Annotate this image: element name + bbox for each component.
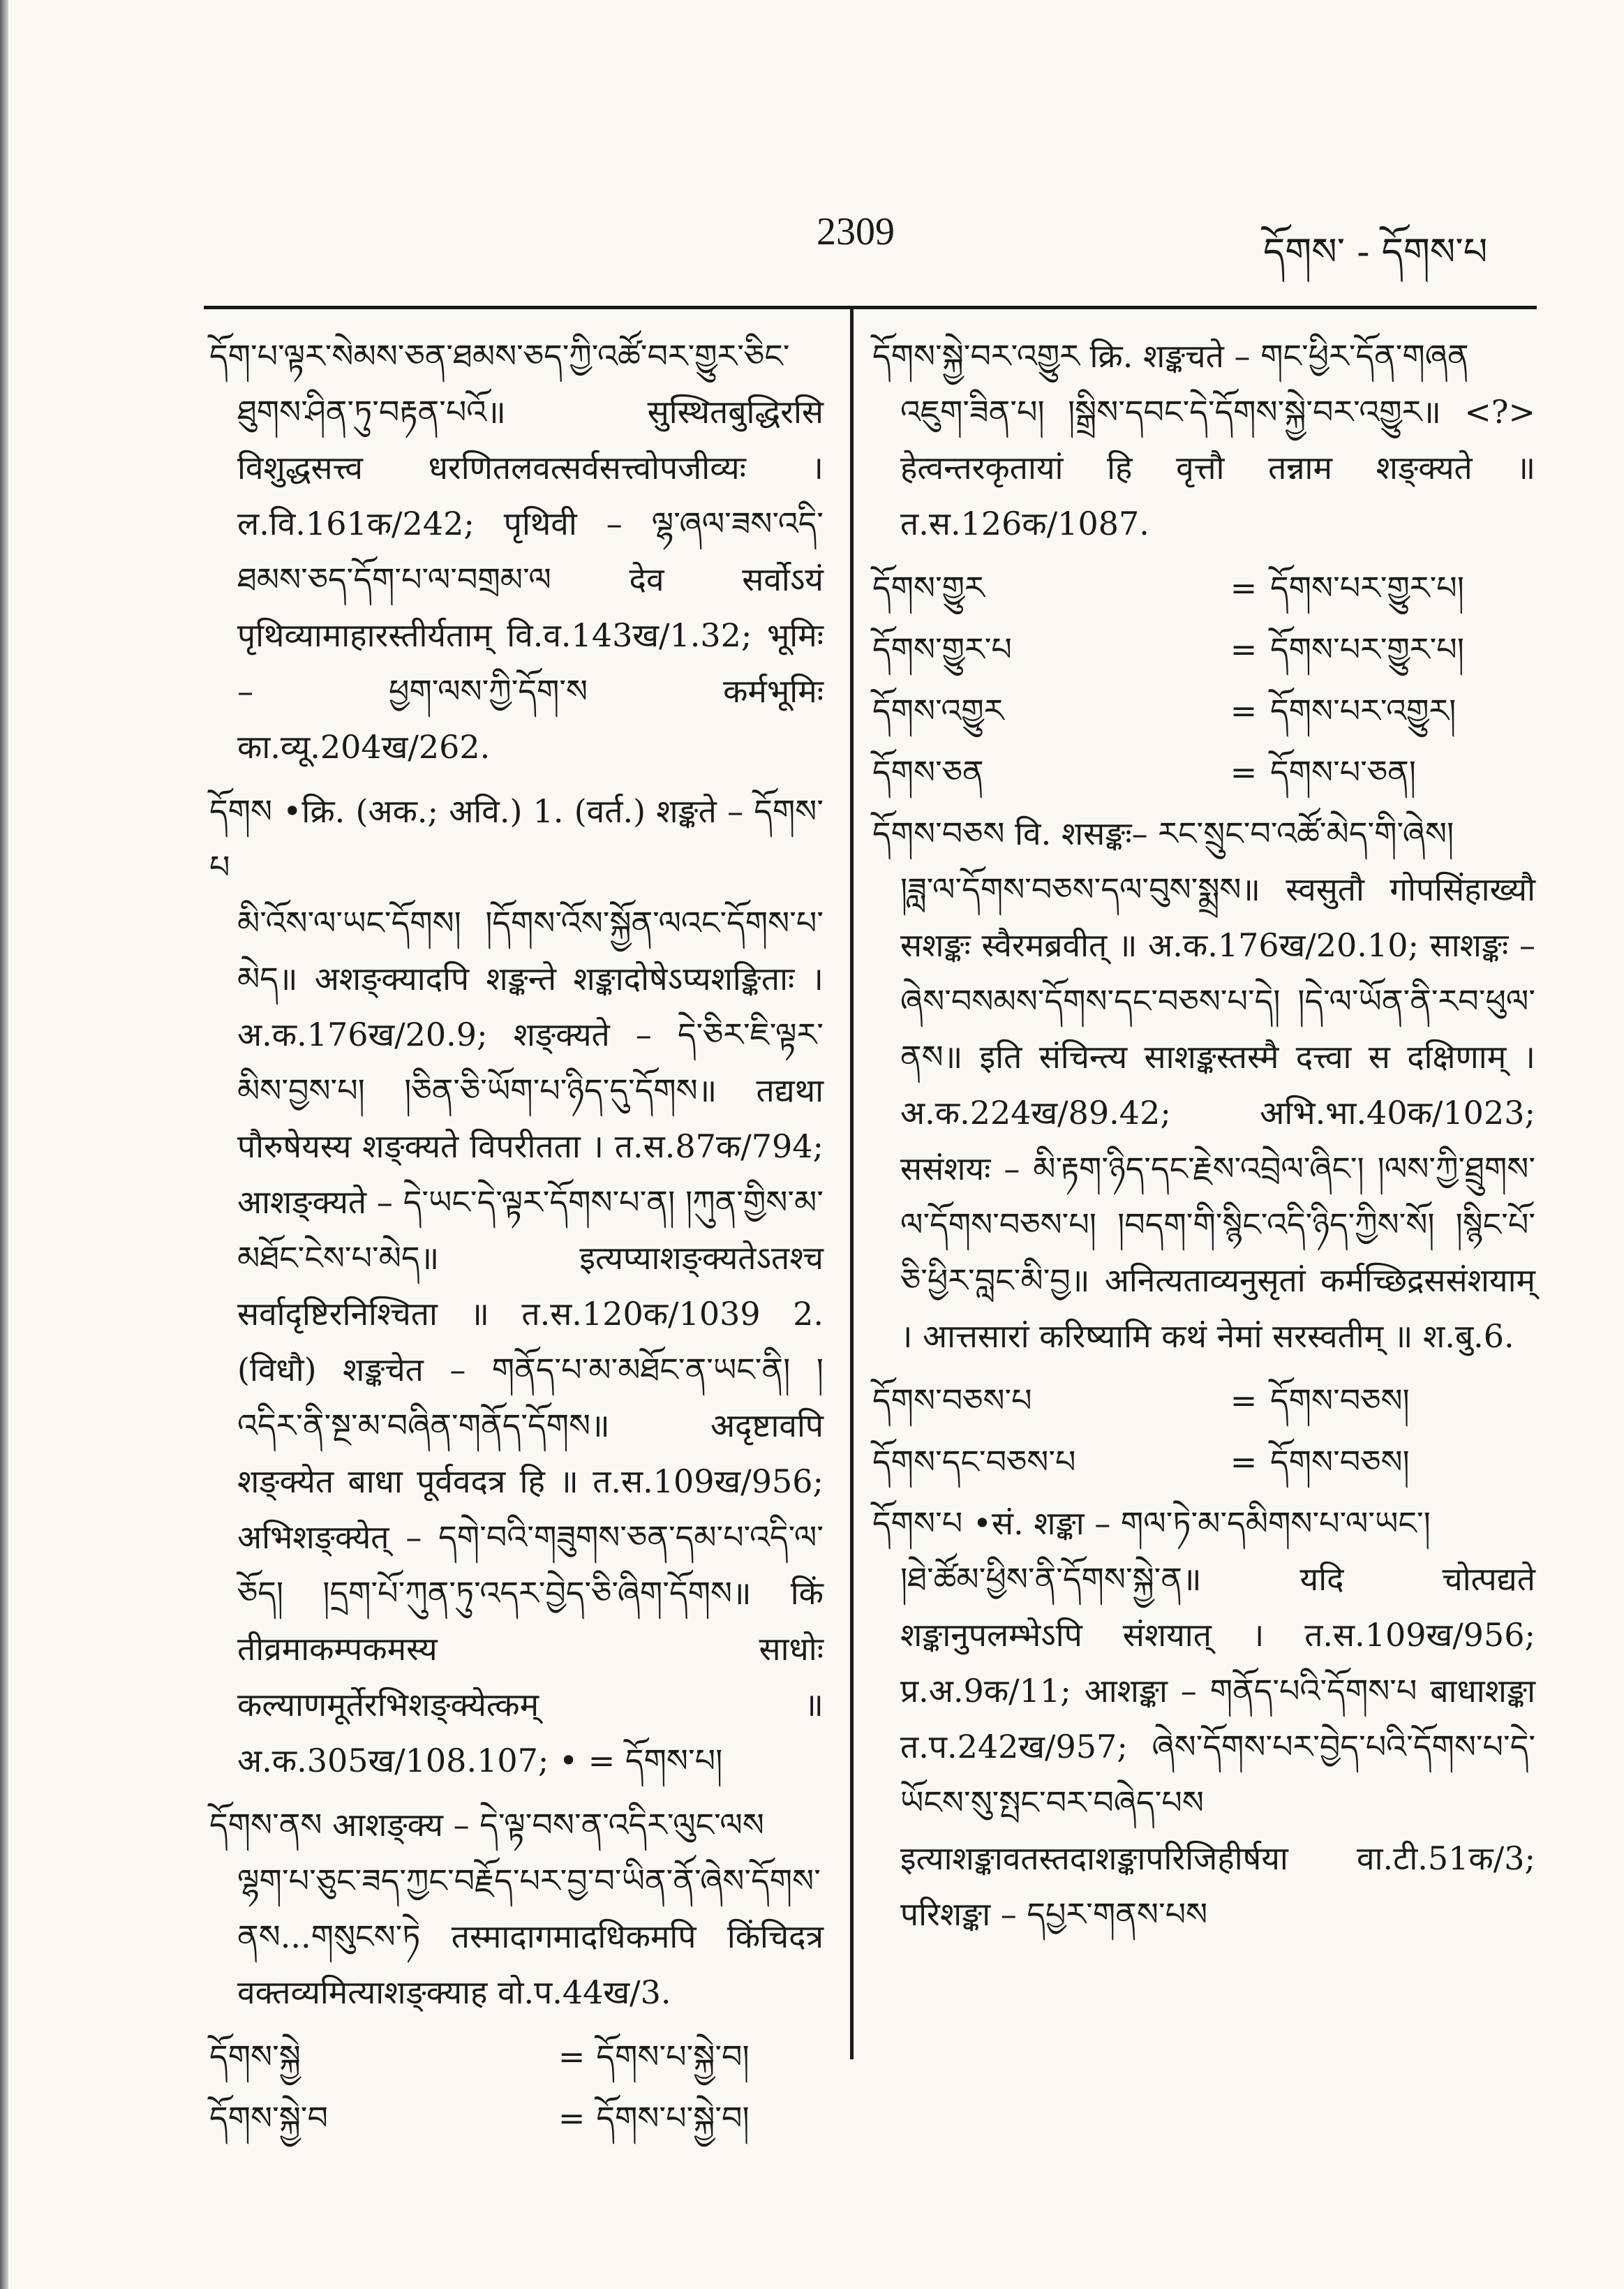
column-rule [850, 307, 854, 2059]
entry-body: །ཟླ་ལ་དོགས་བཅས་དལ་བུས་སྨྲས॥ स्वसुतौ गोपसिंहाख्यौ सशङ्कः स्वैरमब्रवीत् ॥ अ.क.176ख/20.10; साशङ्कः – ཞེས་བསམས་དོགས་དང་བཅས་པ་དེ། །དེ་ལ་ཡོན་ནི་རབ་ཕུལ་ནས॥ इति संचिन्त्य साशङ्कस्तस्मै दत्त्वा स दक्षिणाम् । अ.क.224ख/89.42; अभि.भा.40क/1023; ससंशयः – མི་རྟག་ཉིད་དང་རྗེས་འབྲེལ་ཞིང་། །ལས་ཀྱི་ཐྲུགས་ལ་དོགས་བཅས་པ། །བདག་གི་སྙིང་འདི་ཉིད་ཀྱིས་སོ། །སྙིང་པོ་ཅི་ཕྱིར་བླང་མི་བྱ॥ अनित्यताव्यनुसृतां कर्मच्छिद्रससंशयाम् । आत्तसारां करिष्यामि कथं नेमां सरस्वतीम् ॥ श.बु.6. [900, 871, 1535, 1355]
equivalence-row [209, 2029, 824, 2084]
eq-sign: = [1230, 630, 1258, 668]
eq-ref: དོགས་པ་ཅན། [1270, 753, 1417, 791]
eq-term: དོགས་དང་བཅས་པ [872, 1443, 1076, 1481]
running-head: དོགས་ - དོགས་པ [1263, 230, 1488, 274]
left-column [209, 328, 824, 2151]
entry-body: ལྷག་པ་ཅུང་ཟད་ཀྱང་བརྗོད་པར་བྱ་བ་ཡིན་ནོ་ཞེས་དོགས་ནས...གསུངས་ཏེ तस्मादागमादधिकमपि किंचिदत्र वक्तव्यमित्याशङ्क्याह वो.प.44ख/3. [237, 1862, 824, 2011]
eq-ref: དོགས་བཅས། [1270, 1381, 1410, 1419]
top-rule [204, 306, 1537, 309]
eq-sign: = [1230, 1443, 1258, 1481]
entry-body: འཇུག་ཟིན་པ། །སྒྲིས་དབང་དེ་དོགས་སྐྱེ་བར་འགྱུར॥ <?> हेत्वन्तरकृतायां हि वृत्तौ तन्नाम शङ्क्यते ॥ त.स.126क/1087. [900, 393, 1535, 542]
entry-first-line: དོགས་བཅས वि. शसङ्कः– རང་སྲུང་བ་འཚོ་མེད་གི་ཞེས། [872, 815, 1454, 852]
entry-dogs-pa [872, 1495, 1535, 1942]
eq-term: དོགས་གྱུར་པ [872, 630, 1012, 668]
eq-ref: དོགས་པར་གྱུར་པ། [1270, 630, 1464, 668]
eq-sign: = [1230, 569, 1258, 607]
right-column [872, 328, 1535, 1950]
scan-edge [0, 0, 8, 2289]
page-number: 2309 [817, 210, 895, 253]
eq-sign: = [1230, 1381, 1258, 1419]
entry-first-line: དོག་པ་ལྟར་སེམས་ཅན་ཐམས་ཅད་ཀྱི་འཚོ་བར་གྱུར་ཅིང་ [209, 337, 790, 375]
equivalence-row [872, 683, 1535, 739]
eq-sign: = [558, 2099, 586, 2137]
entry-body: མི་འོས་ལ་ཡང་དོགས། །དོགས་འོས་སྐྱོན་ལའང་དོགས་པ་མེད॥ अशङ्क्यादपि शङ्कन्ते शङ्कादोषेऽप्यशङ्किताः । अ.क.176ख/20.9; शङ्क्यते – དེ་ཅིར་ཇི་ལྟར་མིས་བྱས་པ། །ཅིན་ཅི་ཡོག་པ་ཉིད་དུ་དོགས॥ तद्यथा पौरुषेयस्य शङ्क्यते विपरीतता । त.स.87क/794; आशङ्क्यते – དེ་ཡང་དེ་ལྟར་དོགས་པ་ན། །ཀུན་གྱིས་མ་མཐོང་ངེས་པ་མེད॥ इत्यप्याशङ्क्यतेऽतश्च सर्वादृष्टिरनिश्चिता ॥ त.स.120क/1039 2. (विधौ) शङ्कचेत – གནོད་པ་མ་མཐོང་ན་ཡང་ནི། །འདིར་ནི་སྔ་མ་བཞིན་གནོད་དོགས॥ अदृष्टावपि शङ्क्येत बाधा पूर्ववदत्र हि ॥ त.स.109ख/956; अभिशङ्क्येत् – དགེ་བའི་གཟུགས་ཅན་དམ་པ་འདི་ལ་ཅོད། །དྲག་པོ་ཀུན་ཏུ་འདར་བྱེད་ཅི་ཞིག་དོགས॥ किं तीव्रमाकम्पकमस्य साधोः कल्याणमूर्तेरभिशङ्क्येत्कम् ॥ अ.क.305ख/108.107; • = དོགས་པ། [237, 904, 824, 1779]
entry-first-line: དོགས་པ •सं. शङ्का – གལ་ཏེ་མ་དམིགས་པ་ལ་ཡང་། [872, 1504, 1431, 1542]
eq-ref: དོགས་བཅས། [1270, 1443, 1410, 1481]
eq-ref: དོགས་པ་སྐྱེ་བ། [596, 2038, 750, 2075]
eq-term: དོགས་སྐྱེ [209, 2038, 301, 2075]
eq-ref: དོགས་པར་འགྱུར། [1270, 692, 1457, 729]
entry-dog-pa [209, 328, 824, 775]
eq-sign: = [1230, 692, 1258, 729]
entry-dogs [209, 783, 824, 1788]
eq-ref: དོགས་པར་གྱུར་པ། [1270, 569, 1464, 607]
equivalence-row [872, 1372, 1535, 1428]
entry-dogs-bcas [872, 806, 1535, 1364]
equivalence-row [872, 560, 1535, 616]
entry-first-line: དོགས •क्रि. (अक.; अवि.) 1. (वर्त.) शङ्कते – དོགས་པ [209, 792, 824, 886]
entry-first-line: དོགས་ནས आशङ्क्य – དེ་ལྟ་བས་ན་འདིར་ལུང་ལས [209, 1806, 764, 1844]
entry-dogs-skye-bar-gyur [872, 328, 1535, 551]
entry-body: ཐུགས་ཤིན་ཏུ་བརྟན་པའོ॥ सुस्थितबुद्धिरसि विशुद्धसत्त्व धरणितलवत्सर्वसत्त्वोपजीव्यः । ल.वि.161क/242; पृथिवी – ལྷ་ཞལ་ཟས་འདི་ཐམས་ཅད་དོག་པ་ལ་བགྲམ་ལ देव सर्वोऽयं पृथिव्यामाहारस्तीर्यताम् वि.व.143ख/1.32; भूमिः – ཕྱག་ལས་ཀྱི་དོག་ས कर्मभूमिः का.व्यू.204ख/262. [237, 393, 824, 766]
eq-term: དོགས་གྱུར [872, 569, 985, 607]
eq-term: དོགས་ཅན [872, 753, 984, 791]
equivalence-row [209, 2090, 824, 2146]
entry-body: །ཐེ་ཚོམ་ཕྱིས་ནི་དོགས་སྐྱེ་ན॥ यदि चोत्पद्यते शङ्कानुपलम्भेऽपि संशयात् । त.स.109ख/956; प्र.अ.9क/11; आशङ्का – གནོད་པའི་དོགས་པ बाधाशङ्का त.प.242ख/957; ཞེས་དོགས་པར་བྱེད་པའི་དོགས་པ་དེ་ཡོངས་སུ་སྤང་བར་བཞེད་པས इत्याशङ्कावतस्तदाशङ्कापरिजिहीर्षया वा.टी.51क/3; परिशङ्का – དཔྱར་གནས་པས [900, 1560, 1535, 1933]
eq-ref: དོགས་པ་སྐྱེ་བ། [596, 2099, 750, 2137]
eq-sign: = [558, 2038, 586, 2075]
equivalence-row [872, 621, 1535, 677]
eq-sign: = [1230, 753, 1258, 791]
equivalence-row [872, 744, 1535, 800]
eq-term: དོགས་སྐྱེ་བ [209, 2099, 328, 2137]
eq-term: དོགས་འགྱུར [872, 692, 1004, 729]
eq-term: དོགས་བཅས་པ [872, 1381, 1032, 1419]
entry-first-line: དོགས་སྐྱེ་བར་འགྱུར क्रि. शङ्कचते – གང་ཕྱིར་དོན་གཞན [872, 337, 1469, 375]
entry-dogs-nas [209, 1797, 824, 2020]
equivalence-row [872, 1434, 1535, 1490]
